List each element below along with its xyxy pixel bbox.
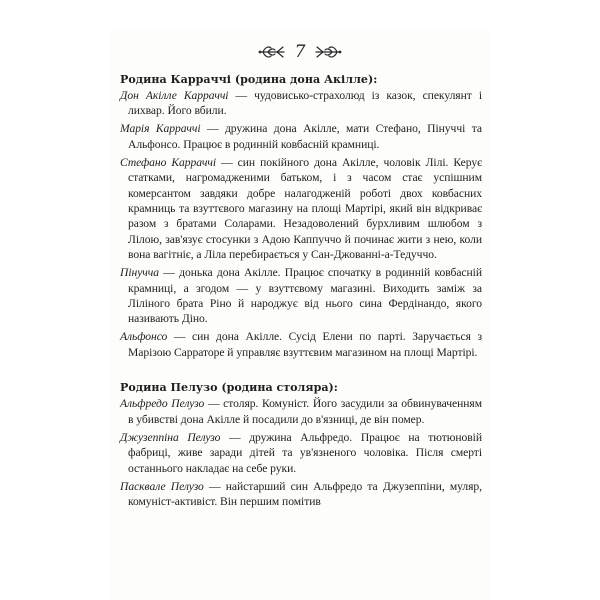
floral-ornament-icon [257,44,287,60]
character-description: — дружина Альфредо. Працює на тютюновій фабриці, живе заради дітей та ув'язненого чоловіка. Після смерті останнього накладає на себе руки. [128,430,482,475]
character-description: — донька дона Акілле. Працює спочатку в родинній ковбасній крамниці, а згодом — у взуттєвому магазині. Виходить заміж за Ліліного брата Ріно й народжує від нього сина Фердінандо, якого називають Діно. [128,266,482,326]
page-header [110,40,490,64]
character-entry [120,121,482,152]
character-name: Пасквале Пелузо [120,479,204,493]
page-number: 7 [294,41,306,62]
character-name: Марія Карраччі [120,122,201,136]
character-entry [120,329,482,360]
character-name: Альфредо Пелузо [120,397,205,411]
character-description: — дружина дона Акілле, мати Стефано, Пінуччі та Альфонсо. Працює в родинній ковбасній крамниці. [128,122,482,151]
character-name: Дон Акілле Карраччі [120,89,229,102]
character-entry [120,430,482,476]
character-entry [120,155,482,263]
character-entry [120,265,482,327]
book-page [110,28,490,600]
character-entry [120,396,482,427]
page-content [120,72,482,512]
character-entry [120,88,482,119]
family-title: Родина Пелузо (родина столяра): [120,381,338,395]
character-description: — чудовисько-страхолюд із казок, спекулянт і лихвар. Його вбили. [128,89,482,118]
character-name: Альфонсо [120,330,168,344]
character-name: Пінучча [120,266,159,280]
floral-ornament-icon [313,44,343,60]
character-entry [120,479,482,510]
family-section-peluso [120,380,482,509]
character-description: — син дона Акілле. Сусід Елени по парті. Заручається з Марізою Сарраторе й управляє взуттєвим магазином на площі Мартірі. [128,330,482,359]
character-name: Стефано Карраччі [120,155,217,169]
character-name: Джузеппіна Пелузо [120,430,221,444]
family-title: Родина Карраччі (родина дона Акілле): [120,73,378,86]
character-description: — найстарший син Альфредо та Джузеппіни, муляр, комуніст-активіст. Він першим помітив [128,479,482,508]
character-description: — столяр. Комуніст. Його засудили за обвинуваченням в убивстві дона Акілле й посадили до в'язниці, де він помер. [128,397,482,426]
character-description: — син покійного дона Акілле, чоловік Лілі. Керує статками, нагромадженими батьком, і з часом стає успішним комерсантом завдяки добре налагодженій роботі двох ковбасних крамниць та взуттєвого магазину на площі Мартірі, який він відкриває разом з братами Соларами. Незадоволений бурхливим шлюбом з Лілою, зав'язує стосунки з Адою Каппуччо й починає жити з нею, коли вона вагітніє, а Ліла перебирається у Сан-Джованні-а-Тедуччо. [128,155,482,262]
family-section-carracci [120,72,482,360]
